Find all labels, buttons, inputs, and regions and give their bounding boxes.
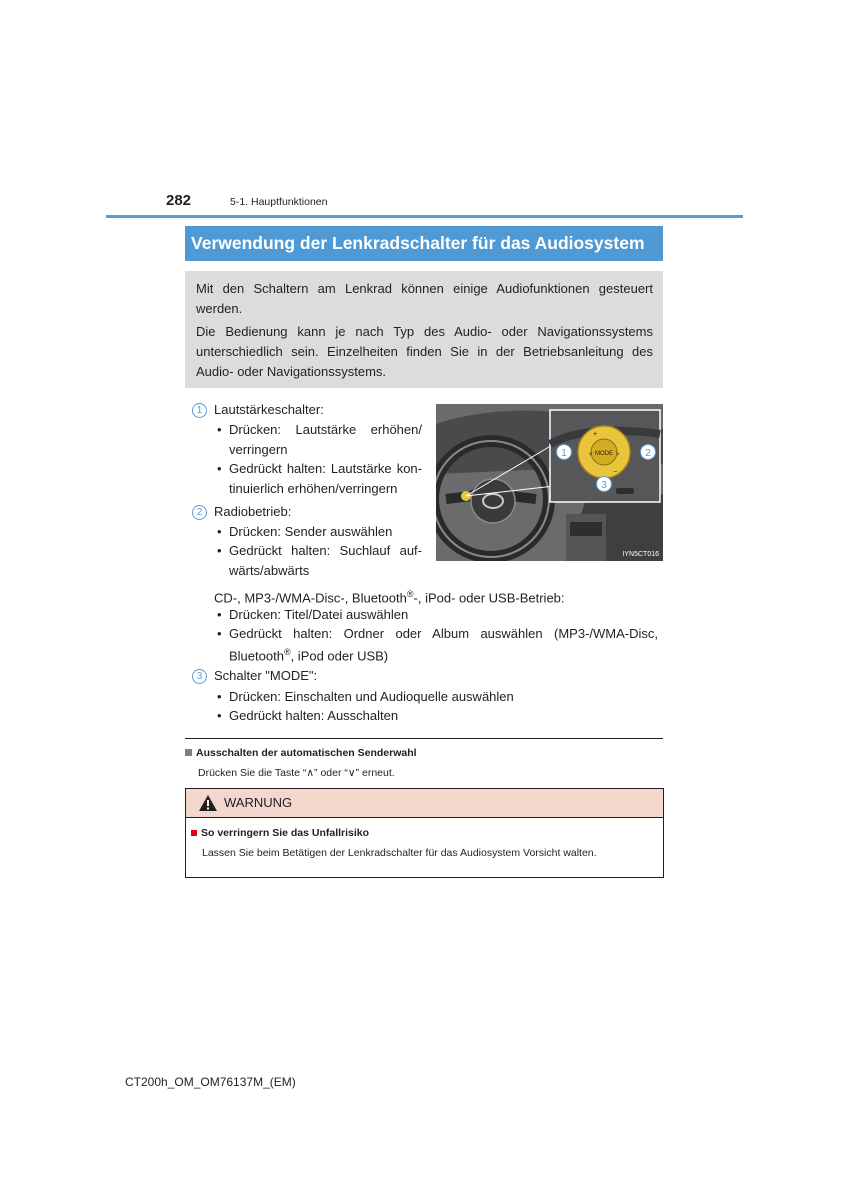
callout-number-3: 3 xyxy=(192,669,207,684)
page-number: 282 xyxy=(166,192,192,209)
svg-text:+: + xyxy=(593,431,598,438)
bullet-dot: • xyxy=(217,524,222,539)
bullet-dot: • xyxy=(217,543,222,558)
note-heading: Ausschalten der automatischen Senderwahl xyxy=(185,747,417,759)
footer-code: CT200h_OM_OM76137M_(EM) xyxy=(125,1075,296,1089)
bullet-dot: • xyxy=(217,607,222,622)
steering-wheel-illustration xyxy=(436,404,663,561)
warning-subheading: So verringern Sie das Unfallrisiko xyxy=(191,827,369,839)
illustration-code: IYN5CT016 xyxy=(622,551,659,558)
item-2-media-bullet-2-cont: Bluetooth®, iPod oder USB) xyxy=(229,647,389,664)
steering-wheel-drawing xyxy=(436,404,663,561)
header-rule xyxy=(106,215,743,218)
intro-paragraph-1: Mit den Schaltern am Lenkrad können einige Audiofunktionen gesteuert werden. xyxy=(196,281,653,316)
note-body: Drücken Sie die Taste “∧” oder “∨” erneut. xyxy=(198,767,395,779)
gray-square-marker xyxy=(185,749,192,756)
inset-callout-1: 1 xyxy=(561,448,567,459)
warning-triangle-icon xyxy=(198,794,218,812)
item-2-media-bullet-1: • Drücken: Titel/Datei auswählen xyxy=(217,607,409,622)
section-title: Verwendung der Lenkradschalter für das Audiosystem xyxy=(191,233,645,253)
mode-switch-label: MODE xyxy=(595,451,613,457)
bullet-dot: • xyxy=(217,689,222,704)
item-3-bullet-1: • Drücken: Einschalten und Audioquelle auswählen xyxy=(217,689,514,704)
warning-text: Lassen Sie beim Betätigen der Lenkradschalter für das Audiosystem Vorsicht walten. xyxy=(202,847,597,859)
item-2-media-heading: CD-, MP3-/WMA-Disc-, Bluetooth®-, iPod- oder USB-Betrieb: xyxy=(214,589,565,606)
item-2-title: Radiobetrieb: xyxy=(214,504,292,519)
intro-paragraph-2: Die Bedienung kann je nach Typ des Audio- oder Navigationssystems unterschiedlich sein. Einzelheiten finden Sie in der Betriebsanleitung des Audio- oder Navigationssystems. xyxy=(196,324,653,379)
note-divider xyxy=(185,738,663,739)
callout-number-1: 1 xyxy=(192,403,207,418)
bullet-dot: • xyxy=(217,461,222,476)
svg-text:−: − xyxy=(613,469,618,476)
item-2-bullet-2: • Gedrückt halten: Suchlauf auf- xyxy=(217,543,422,558)
callout-number-2: 2 xyxy=(192,505,207,520)
inset-callout-2: 2 xyxy=(645,448,651,459)
item-2-bullet-2-cont: wärts/abwärts xyxy=(229,563,310,578)
item-1-title: Lautstärkeschalter: xyxy=(214,402,324,417)
bullet-dot: • xyxy=(217,708,222,723)
warning-header xyxy=(186,789,663,818)
section-label: 5-1. Hauptfunktionen xyxy=(230,196,328,208)
svg-text:<: < xyxy=(589,452,593,458)
red-square-marker xyxy=(191,830,197,836)
inset-callout-3: 3 xyxy=(601,480,607,491)
warning-label: WARNUNG xyxy=(224,795,293,810)
item-3-bullet-2: • Gedrückt halten: Ausschalten xyxy=(217,708,399,723)
intro-box xyxy=(185,271,663,388)
item-2-bullet-1: • Drücken: Sender auswählen xyxy=(217,524,393,539)
bullet-dot: • xyxy=(217,626,222,641)
item-2-media-bullet-2: • Gedrückt halten: Ordner oder Album auswählen (MP3-/WMA-Disc, xyxy=(217,626,658,641)
warning-box xyxy=(185,788,664,878)
item-1-bullet-2-cont: tinuierlich erhöhen/verringern xyxy=(229,481,398,496)
item-1-bullet-1: • Drücken: Lautstärke erhöhen/ xyxy=(217,422,422,437)
section-title-bar xyxy=(185,226,663,261)
item-3-title: Schalter "MODE": xyxy=(214,668,318,683)
item-1-bullet-2: • Gedrückt halten: Lautstärke kon- xyxy=(217,461,422,476)
item-1-bullet-1-cont: verringern xyxy=(229,442,288,457)
svg-text:>: > xyxy=(616,452,620,458)
bullet-dot: • xyxy=(217,422,222,437)
